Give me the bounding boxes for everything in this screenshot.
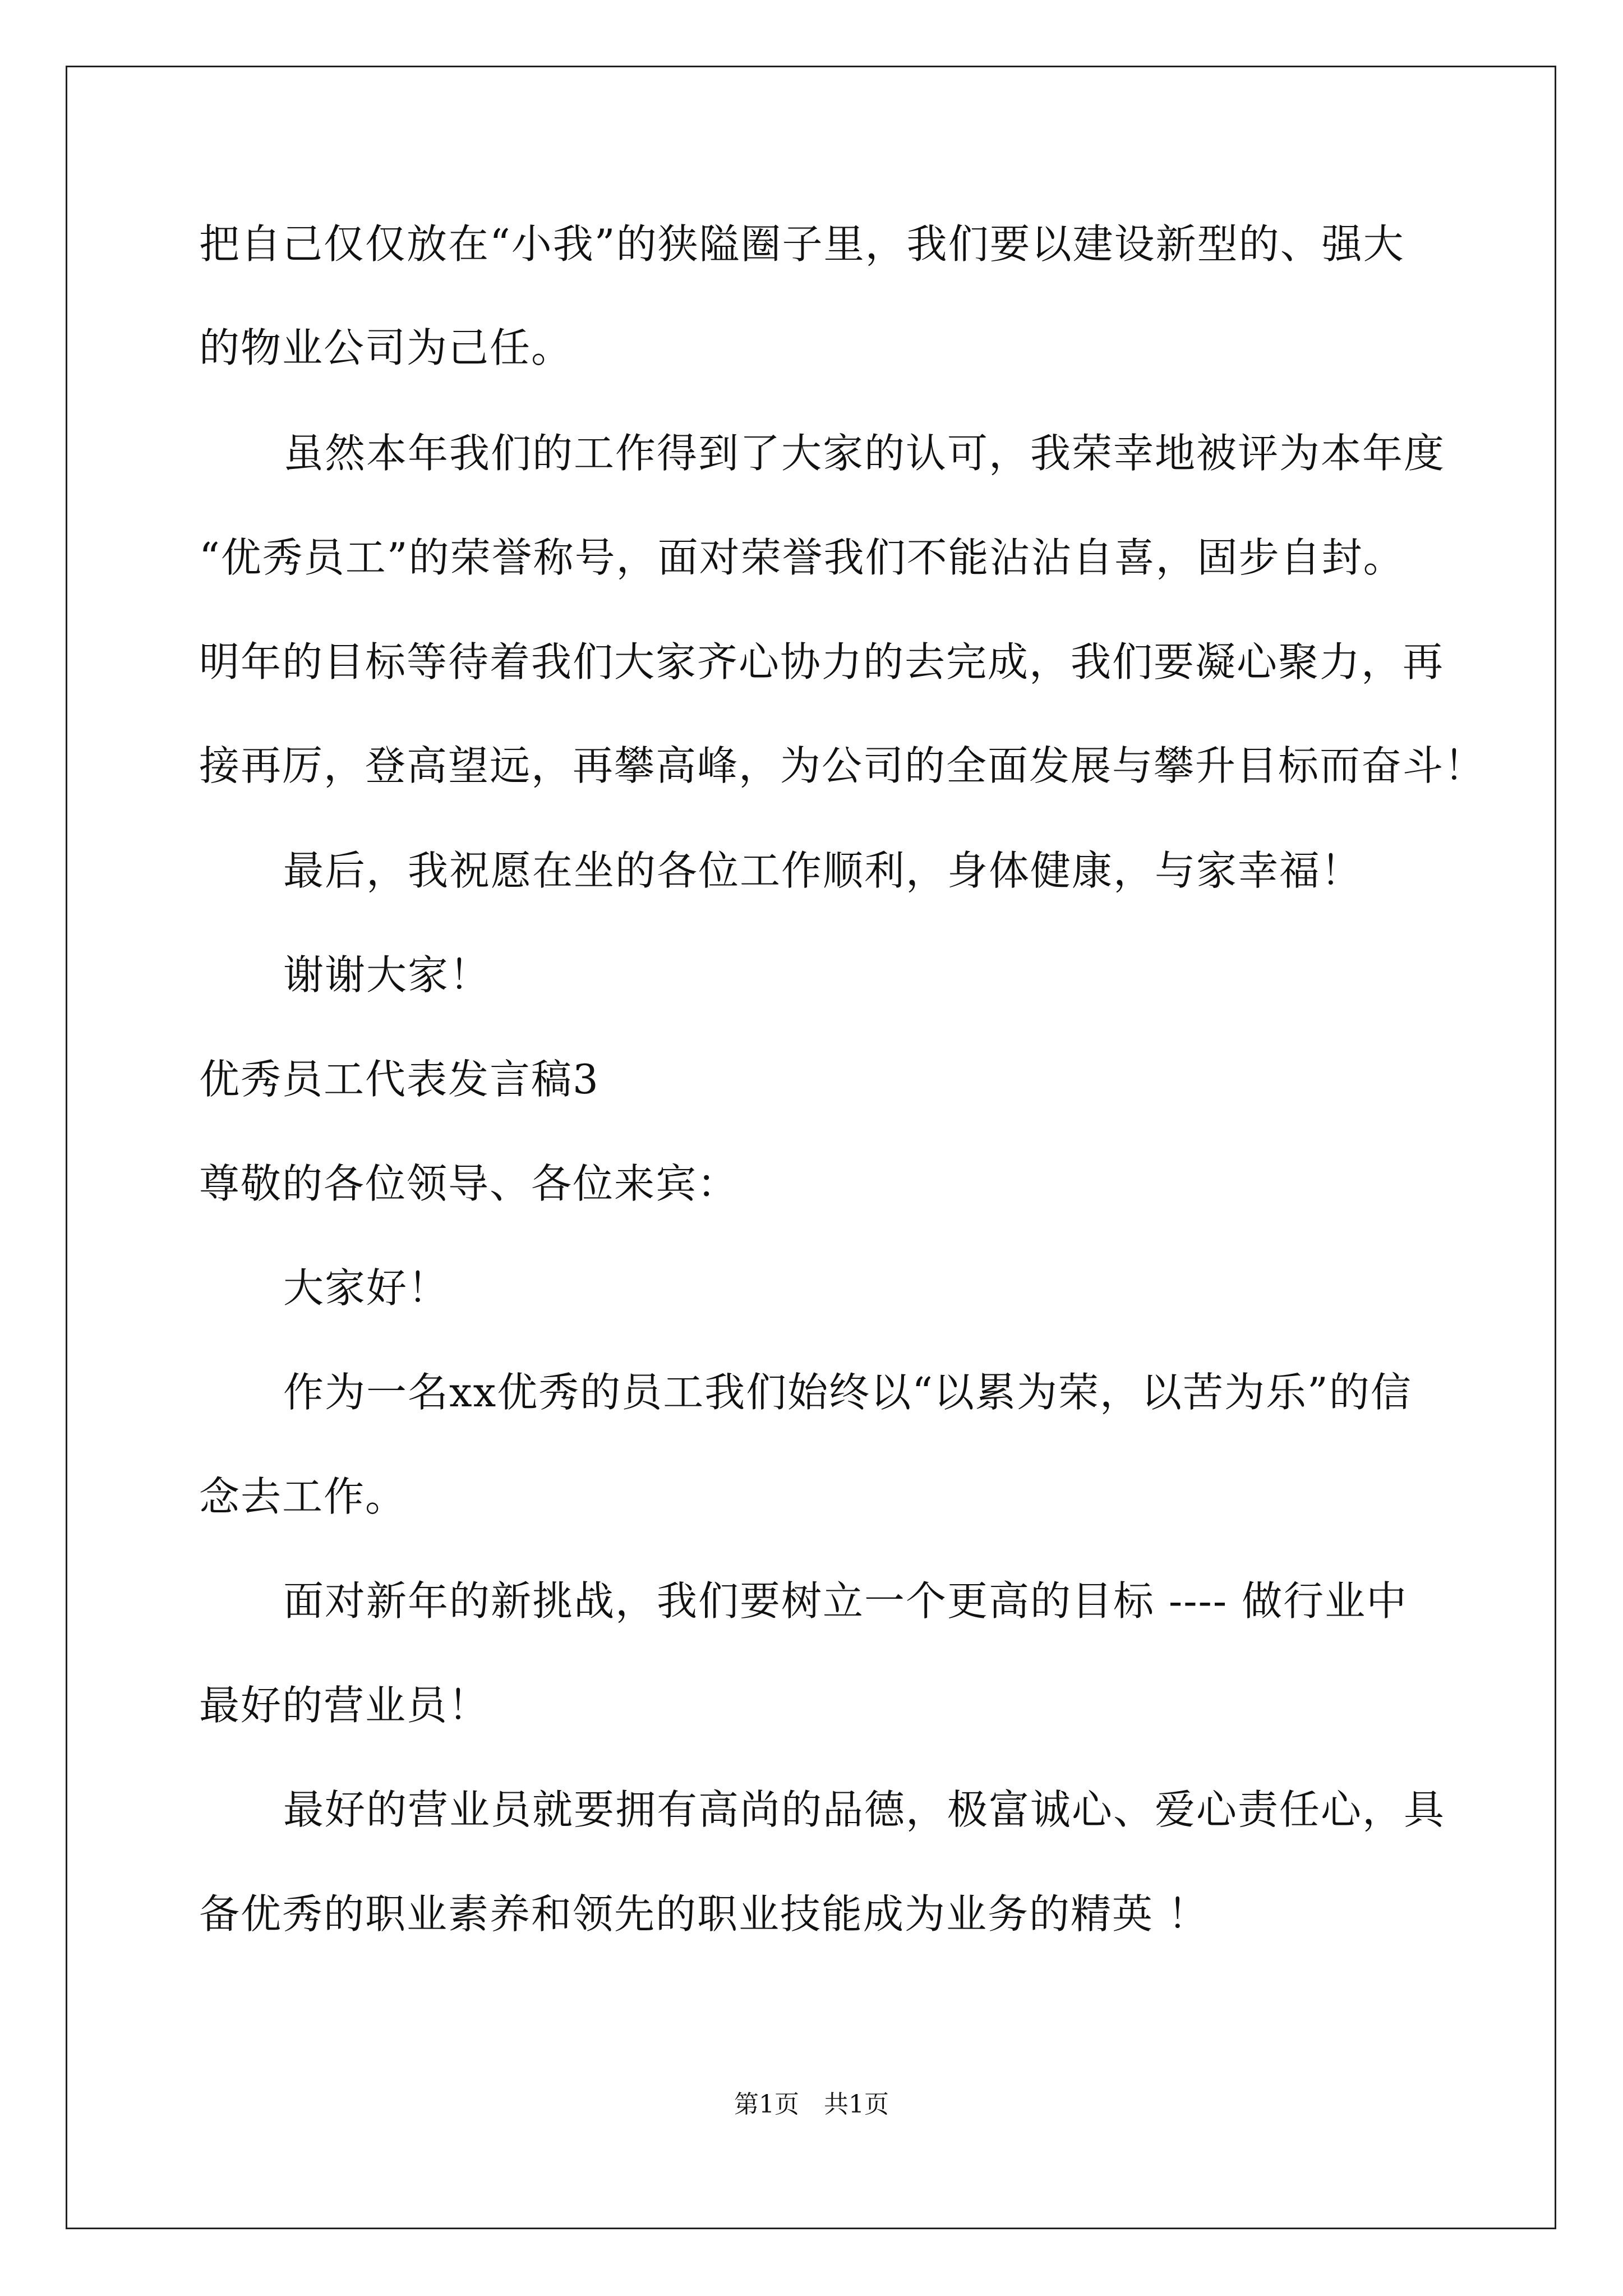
text-line: 念去工作。 bbox=[199, 1473, 407, 1520]
text-line: 最后，我祝愿在坐的各位工作顺利，身体健康，与家幸福！ bbox=[283, 847, 1363, 894]
salutation: 尊敬的各位领导、各位来宾： bbox=[199, 1160, 739, 1207]
text-line: “优秀员工”的荣誉称号，面对荣誉我们不能沾沾自喜，固步自封。 bbox=[199, 534, 1405, 581]
text-line: 的物业公司为己任。 bbox=[199, 324, 573, 371]
text-line: 最好的营业员就要拥有高尚的品德，极富诚心、爱心责任心，具 bbox=[283, 1786, 1446, 1833]
text-line: 作为一名xx优秀的员工我们始终以“以累为荣，以苦为乐”的信 bbox=[283, 1369, 1412, 1416]
greeting: 大家好！ bbox=[283, 1264, 450, 1312]
page-footer: 第1页 共1页 bbox=[734, 2090, 889, 2119]
text-line: 明年的目标等待着我们大家齐心协力的去完成，我们要凝心聚力，再 bbox=[199, 638, 1445, 685]
text-line: 把自己仅仅放在“小我”的狭隘圈子里，我们要以建设新型的、强大 bbox=[199, 220, 1405, 268]
text-line: 谢谢大家！ bbox=[283, 951, 491, 999]
text-line: 接再厉，登高望远，再攀高峰，为公司的全面发展与攀升目标而奋斗！ bbox=[199, 742, 1486, 789]
section-heading: 优秀员工代表发言稿3 bbox=[199, 1056, 600, 1103]
text-line: 面对新年的新挑战，我们要树立一个更高的目标 ---- 做行业中 bbox=[283, 1577, 1408, 1625]
text-line: 虽然本年我们的工作得到了大家的认可，我荣幸地被评为本年度 bbox=[283, 430, 1446, 477]
text-line: 备优秀的职业素养和领先的职业技能成为业务的精英 ！ bbox=[199, 1890, 1209, 1938]
text-line: 最好的营业员！ bbox=[199, 1682, 490, 1729]
